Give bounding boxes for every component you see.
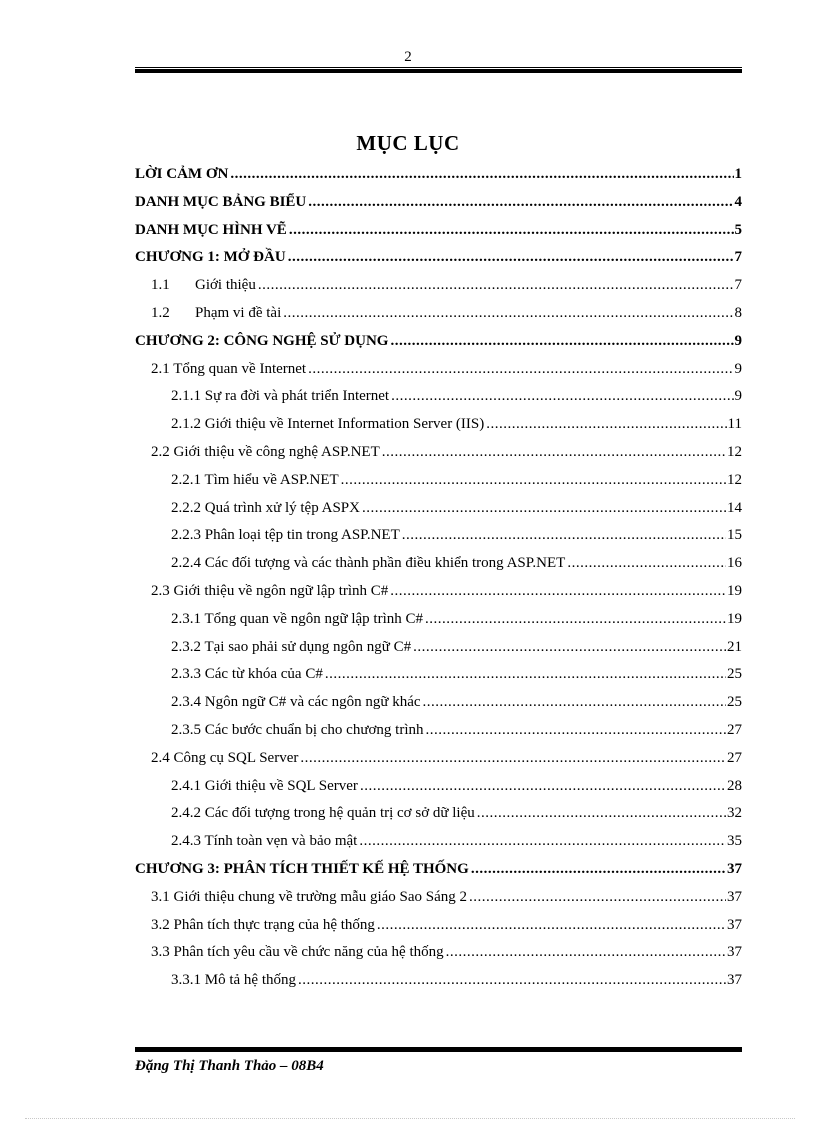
footer-author: Đặng Thị Thanh Thảo – 08B4 [135, 1058, 324, 1074]
toc-entry-page: 5 [734, 221, 742, 238]
toc-leader-dots [390, 333, 733, 350]
toc-entry[interactable] [135, 722, 742, 750]
toc-entry-page: 11 [727, 416, 742, 433]
toc-entry-title: 2.1.1 Sự ra đời và phát triển Internet [171, 388, 390, 405]
toc-leader-dots [567, 555, 726, 572]
toc-entry[interactable] [135, 500, 742, 528]
toc-entry[interactable] [135, 416, 742, 444]
toc-entry-page: 37 [727, 916, 742, 933]
toc-entry-page: 7 [734, 249, 742, 266]
table-of-contents [135, 166, 742, 1000]
toc-entry-page: 9 [734, 332, 742, 349]
toc-entry[interactable] [135, 639, 742, 667]
toc-entry-title: 2.2.2 Quá trình xử lý tệp ASPX [171, 499, 360, 516]
toc-entry[interactable] [135, 805, 742, 833]
toc-leader-dots [298, 972, 726, 989]
toc-entry-title: 2.4.1 Giới thiệu về SQL Server [171, 777, 358, 794]
toc-entry[interactable] [135, 583, 742, 611]
toc-entry-title: 2.3.2 Tại sao phải sử dụng ngôn ngữ C# [171, 638, 412, 655]
toc-entry[interactable] [135, 611, 742, 639]
toc-leader-dots [362, 500, 726, 517]
toc-entry-title: LỜI CẢM ƠN [135, 166, 229, 182]
toc-entry[interactable] [135, 166, 742, 194]
page-title: MỤC LỤC [356, 131, 460, 155]
toc-entry[interactable] [135, 972, 742, 1000]
toc-entry-page: 35 [727, 833, 742, 850]
toc-entry-page: 9 [734, 388, 742, 405]
toc-leader-dots [308, 361, 733, 378]
toc-leader-dots [390, 583, 726, 600]
toc-entry-title: 2.2.3 Phân loại tệp tin trong ASP.NET [171, 527, 400, 544]
toc-leader-dots [360, 778, 726, 795]
toc-leader-dots [425, 611, 726, 628]
toc-entry-title: 3.3.1 Mô tả hệ thống [171, 972, 296, 989]
toc-leader-dots [391, 388, 733, 405]
toc-entry-title: 2.3.1 Tổng quan về ngôn ngữ lập trình C# [171, 610, 423, 627]
toc-leader-dots [471, 861, 726, 878]
toc-entry-title: 2.3 Giới thiệu về ngôn ngữ lập trình C# [151, 582, 389, 599]
toc-entry-title: 3.1 Giới thiệu chung về trường mẫu giáo Sao Sáng 2 [151, 888, 468, 905]
toc-entry[interactable] [135, 778, 742, 806]
toc-entry-page: 14 [727, 499, 742, 516]
toc-leader-dots [288, 249, 734, 266]
toc-leader-dots [258, 277, 734, 294]
toc-entry-page: 15 [727, 527, 742, 544]
toc-leader-dots [283, 305, 733, 322]
toc-entry-title: 2.1 Tổng quan về Internet [151, 360, 307, 377]
toc-entry-title: DANH MỤC BẢNG BIỂU [135, 193, 307, 210]
toc-entry-number: 1.2 [151, 304, 170, 321]
toc-entry[interactable] [135, 333, 742, 361]
toc-entry-title: 2.3.3 Các từ khóa của C# [171, 666, 323, 683]
toc-leader-dots [413, 639, 726, 656]
toc-entry-page: 7 [734, 277, 742, 294]
toc-leader-dots [341, 472, 726, 489]
toc-leader-dots [289, 222, 734, 239]
toc-entry[interactable] [135, 388, 742, 416]
toc-entry[interactable] [135, 833, 742, 861]
toc-leader-dots [423, 694, 726, 711]
toc-entry-title: 2.2.1 Tìm hiểu về ASP.NET [171, 471, 339, 488]
toc-entry-title: CHƯƠNG 1: MỞ ĐẦU [135, 249, 286, 266]
toc-entry-page: 12 [727, 443, 742, 460]
toc-entry[interactable] [135, 527, 742, 555]
toc-entry-page: 37 [727, 972, 742, 989]
toc-entry[interactable] [135, 222, 742, 250]
toc-entry[interactable] [135, 249, 742, 277]
toc-entry[interactable] [135, 472, 742, 500]
header-rule [135, 67, 742, 73]
toc-leader-dots [359, 833, 726, 850]
toc-entry-title: 3.3 Phân tích yêu cầu về chức năng của hệ thống [151, 944, 444, 961]
toc-entry[interactable] [135, 305, 742, 333]
toc-leader-dots [308, 194, 733, 211]
toc-entry-label: Giới thiệu [195, 277, 256, 294]
toc-entry-page: 27 [727, 721, 742, 738]
toc-leader-dots [382, 444, 726, 461]
toc-entry[interactable] [135, 944, 742, 972]
toc-entry-title: DANH MỤC HÌNH VẼ [135, 221, 287, 238]
page-number: 2 [404, 49, 412, 65]
toc-entry-title: 2.3.4 Ngôn ngữ C# và các ngôn ngữ khác [171, 694, 421, 711]
toc-entry[interactable] [135, 361, 742, 389]
page-edge-divider [25, 1118, 795, 1119]
toc-entry-page: 25 [727, 694, 742, 711]
toc-leader-dots [230, 166, 733, 183]
toc-entry-page: 9 [734, 360, 742, 377]
toc-entry-page: 8 [734, 304, 742, 321]
toc-entry-page: 37 [727, 888, 742, 905]
footer-rule [135, 1046, 742, 1052]
toc-entry-title: 2.1.2 Giới thiệu về Internet Information Server (IIS) [171, 416, 485, 433]
toc-entry-page: 28 [727, 777, 742, 794]
toc-entry-title: 2.2 Giới thiệu về công nghệ ASP.NET [151, 443, 380, 460]
toc-entry-title: CHƯƠNG 3: PHÂN TÍCH THIẾT KẾ HỆ THỐNG [135, 860, 469, 877]
toc-entry-page: 21 [727, 638, 742, 655]
toc-entry-page: 25 [727, 666, 742, 683]
toc-entry-number: 1.1 [151, 277, 170, 294]
toc-leader-dots [477, 805, 726, 822]
toc-entry[interactable] [135, 194, 742, 222]
toc-entry-page: 16 [727, 555, 742, 572]
toc-leader-dots [402, 527, 726, 544]
toc-entry-label: Phạm vi đề tài [195, 304, 282, 321]
toc-entry[interactable] [135, 889, 742, 917]
toc-entry-title: 2.2.4 Các đối tượng và các thành phần điều khiển trong ASP.NET [171, 555, 566, 572]
toc-entry-page: 19 [727, 582, 742, 599]
toc-entry-title: 2.4 Công cụ SQL Server [151, 749, 299, 766]
toc-entry-page: 27 [727, 749, 742, 766]
toc-entry-title: 3.2 Phân tích thực trạng của hệ thống [151, 916, 375, 933]
toc-leader-dots [446, 944, 726, 961]
toc-entry[interactable] [135, 277, 742, 305]
toc-entry-title [151, 305, 281, 322]
toc-entry-title: 2.4.3 Tính toàn vẹn và bảo mật [171, 833, 358, 850]
toc-entry-title [151, 277, 256, 294]
toc-leader-dots [300, 750, 726, 767]
toc-leader-dots [486, 416, 726, 433]
toc-leader-dots [425, 722, 726, 739]
toc-entry[interactable] [135, 917, 742, 945]
toc-entry-page: 12 [727, 471, 742, 488]
toc-entry-page: 37 [727, 944, 742, 961]
toc-entry-page: 32 [727, 805, 742, 822]
toc-entry[interactable] [135, 694, 742, 722]
toc-entry-title: 2.4.2 Các đối tượng trong hệ quản trị cơ sở dữ liệu [171, 805, 475, 822]
toc-entry[interactable] [135, 444, 742, 472]
toc-entry[interactable] [135, 861, 742, 889]
toc-entry[interactable] [135, 750, 742, 778]
toc-entry-page: 37 [727, 860, 742, 877]
toc-entry-title: CHƯƠNG 2: CÔNG NGHỆ SỬ DỤNG [135, 332, 389, 349]
toc-leader-dots [325, 666, 726, 683]
toc-entry[interactable] [135, 555, 742, 583]
toc-entry-title: 2.3.5 Các bước chuẩn bị cho chương trình [171, 721, 424, 738]
toc-leader-dots [469, 889, 726, 906]
toc-entry-page: 19 [727, 610, 742, 627]
toc-leader-dots [377, 917, 726, 934]
toc-entry-page: 4 [734, 193, 742, 210]
toc-entry-page: 1 [734, 166, 742, 182]
toc-entry[interactable] [135, 666, 742, 694]
